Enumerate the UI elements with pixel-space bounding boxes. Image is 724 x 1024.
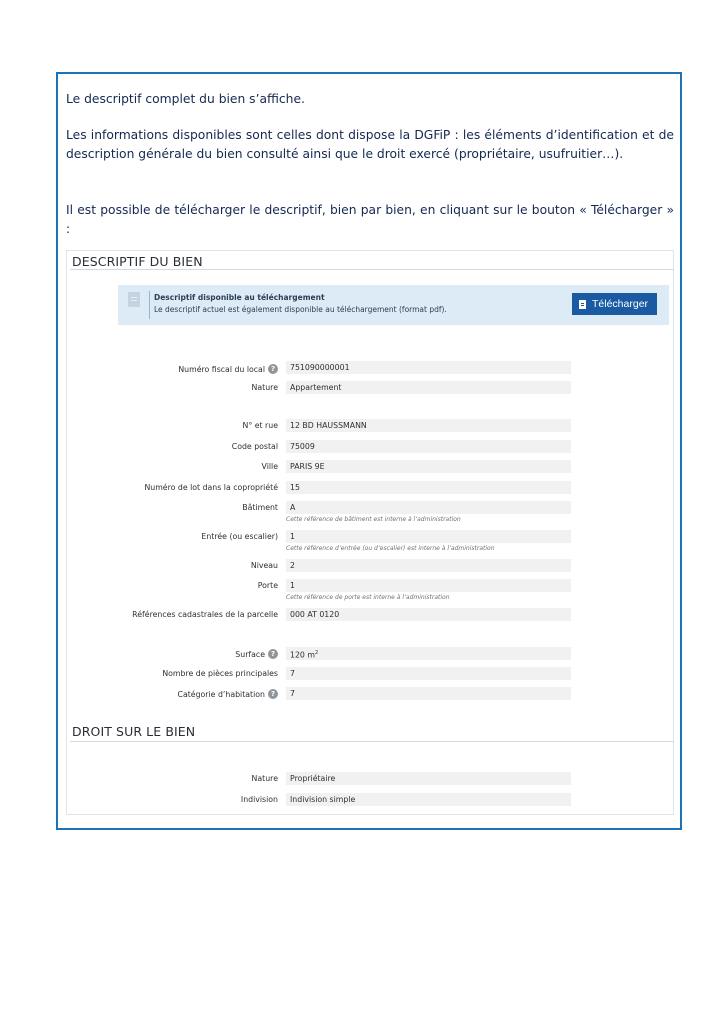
intro-paragraph-2: Les informations disponibles sont celles dont dispose la DGFiP : les éléments d’identification et de description générale du bien consulté ainsi que le droit exercé (propriétaire, usufruitier…).: [66, 128, 674, 161]
field-value-entree: 1: [286, 530, 571, 543]
field-label-batiment: Bâtiment: [242, 503, 278, 512]
notice-divider: [149, 291, 150, 319]
help-icon[interactable]: ?: [268, 364, 278, 374]
field-label-numero-fiscal: Numéro fiscal du local ?: [178, 364, 278, 374]
field-label-droit-nature: Nature: [251, 774, 278, 783]
field-label-niveau: Niveau: [250, 561, 278, 570]
section-divider: [70, 269, 674, 270]
field-label-entree: Entrée (ou escalier): [201, 532, 278, 541]
field-note-batiment: Cette référence de bâtiment est interne à l’administration: [286, 516, 461, 523]
field-label-categorie: Catégorie d’habitation ?: [178, 689, 278, 699]
help-icon[interactable]: ?: [268, 649, 278, 659]
field-label-surface: Surface ?: [235, 649, 278, 659]
download-button-label: Télécharger: [592, 298, 649, 310]
field-label-cadastre: Références cadastrales de la parcelle: [132, 610, 278, 619]
field-value-pieces: 7: [286, 667, 571, 680]
field-label-rue: N° et rue: [242, 421, 278, 430]
field-value-lot: 15: [286, 481, 571, 494]
notice-title: Descriptif disponible au téléchargement: [154, 293, 325, 302]
field-value-droit-nature: Propriétaire: [286, 772, 571, 785]
section-divider: [70, 741, 674, 742]
field-value-porte: 1: [286, 579, 571, 592]
field-note-entree: Cette référence d’entrée (ou d’escalier) est interne à l’administration: [286, 545, 495, 552]
field-value-ville: PARIS 9E: [286, 460, 571, 473]
download-button[interactable]: [572, 293, 657, 315]
section-title-descriptif: DESCRIPTIF DU BIEN: [72, 254, 203, 269]
field-value-nature: Appartement: [286, 381, 571, 394]
download-notice: [118, 285, 669, 325]
field-value-indivision: Indivision simple: [286, 793, 571, 806]
field-label-indivision: Indivision: [240, 795, 278, 804]
field-label-ville: Ville: [261, 462, 278, 471]
help-icon[interactable]: ?: [268, 689, 278, 699]
section-title-droit: DROIT SUR LE BIEN: [72, 724, 196, 739]
field-value-cadastre: 000 AT 0120: [286, 608, 571, 621]
field-label-lot: Numéro de lot dans la copropriété: [144, 483, 278, 492]
field-label-code-postal: Code postal: [231, 442, 278, 451]
field-value-batiment: A: [286, 501, 571, 514]
field-note-porte: Cette référence de porte est interne à l’administration: [286, 594, 450, 601]
field-value-rue: 12 BD HAUSSMANN: [286, 419, 571, 432]
field-value-surface: 120 $m^2$: [286, 647, 571, 660]
field-value-numero-fiscal: 751090000001: [286, 361, 571, 374]
intro-paragraph-1: Le descriptif complet du bien s’affiche.: [66, 92, 305, 106]
field-value-categorie: 7: [286, 687, 571, 700]
field-label-nature: Nature: [251, 383, 278, 392]
intro-paragraph-3: Il est possible de télécharger le descriptif, bien par bien, en cliquant sur le bouton « Télécharger » :: [66, 203, 674, 236]
document-download-icon: [579, 300, 586, 309]
document-icon: [128, 292, 140, 307]
field-label-porte: Porte: [257, 581, 278, 590]
field-value-code-postal: 75009: [286, 440, 571, 453]
field-label-pieces: Nombre de pièces principales: [162, 669, 278, 678]
field-value-niveau: 2: [286, 559, 571, 572]
notice-text: Le descriptif actuel est également disponible au téléchargement (format pdf).: [154, 305, 447, 314]
